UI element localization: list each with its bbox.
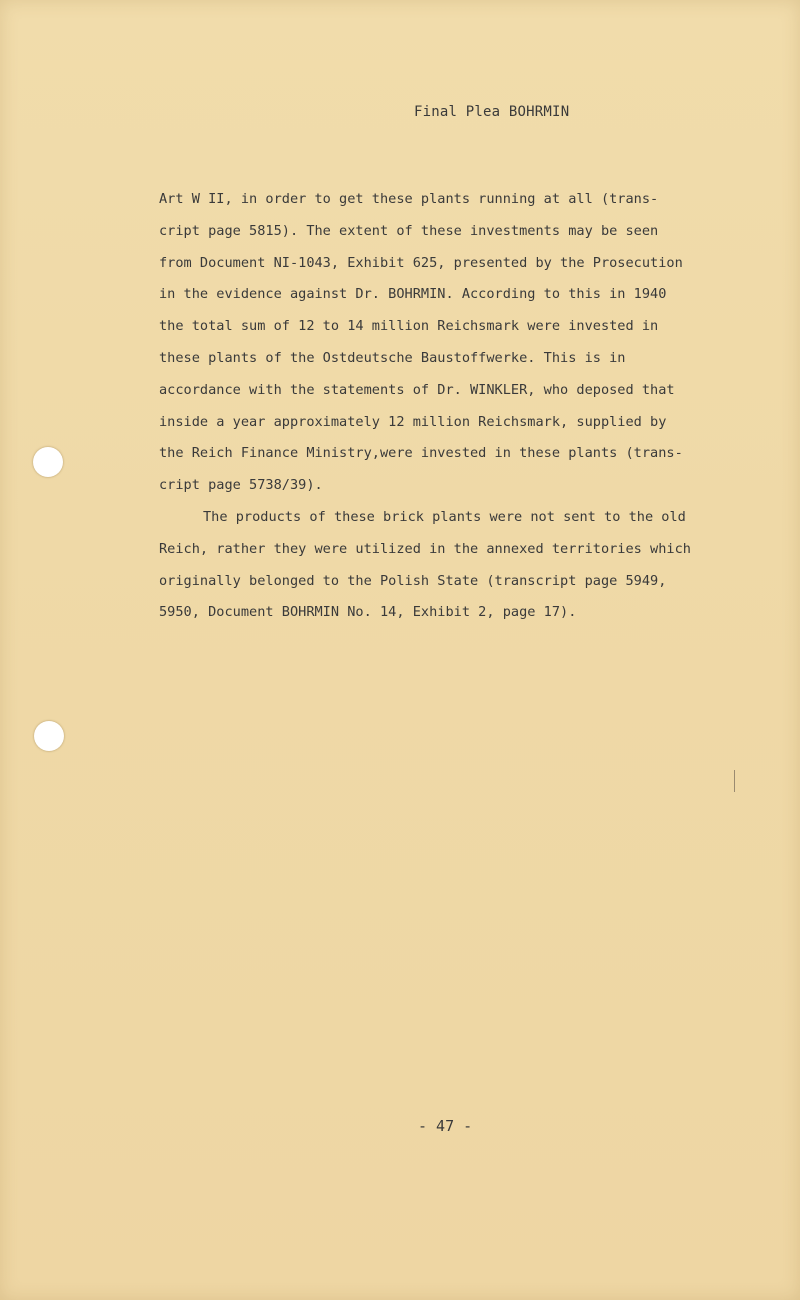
- paragraph-2: [159, 502, 719, 629]
- paragraph-1: [159, 184, 719, 502]
- text-line: accordance with the statements of Dr. WINKLER, who deposed that: [159, 381, 675, 398]
- text-line: originally belonged to the Polish State (transcript page 5949,: [159, 572, 667, 589]
- text-line: cript page 5738/39).: [159, 477, 323, 494]
- document-body: [159, 184, 719, 629]
- document-header: Final Plea BOHRMIN: [414, 104, 570, 120]
- stray-pen-mark: [734, 770, 735, 792]
- text-line: from Document NI-1043, Exhibit 625, presented by the Prosecution: [159, 254, 683, 271]
- punch-hole-lower: [34, 721, 64, 751]
- text-line: 5950, Document BOHRMIN No. 14, Exhibit 2, page 17).: [159, 604, 577, 621]
- text-line: Art W II, in order to get these plants running at all (trans-: [159, 191, 659, 207]
- text-line: the Reich Finance Ministry,were invested in these plants (trans-: [159, 445, 683, 462]
- text-line: these plants of the Ostdeutsche Baustoffwerke. This is in: [159, 349, 626, 366]
- text-line: inside a year approximately 12 million Reichsmark, supplied by: [159, 413, 667, 430]
- punch-hole-upper: [33, 447, 63, 477]
- text-line: cript page 5815). The extent of these investments may be seen: [159, 222, 659, 239]
- text-line: the total sum of 12 to 14 million Reichsmark were invested in: [159, 318, 659, 335]
- text-line: The products of these brick plants were not sent to the old: [203, 508, 686, 525]
- text-line: in the evidence against Dr. BOHRMIN. According to this in 1940: [159, 286, 667, 303]
- page-number: - 47 -: [418, 1117, 473, 1135]
- text-line: Reich, rather they were utilized in the annexed territories which: [159, 540, 691, 557]
